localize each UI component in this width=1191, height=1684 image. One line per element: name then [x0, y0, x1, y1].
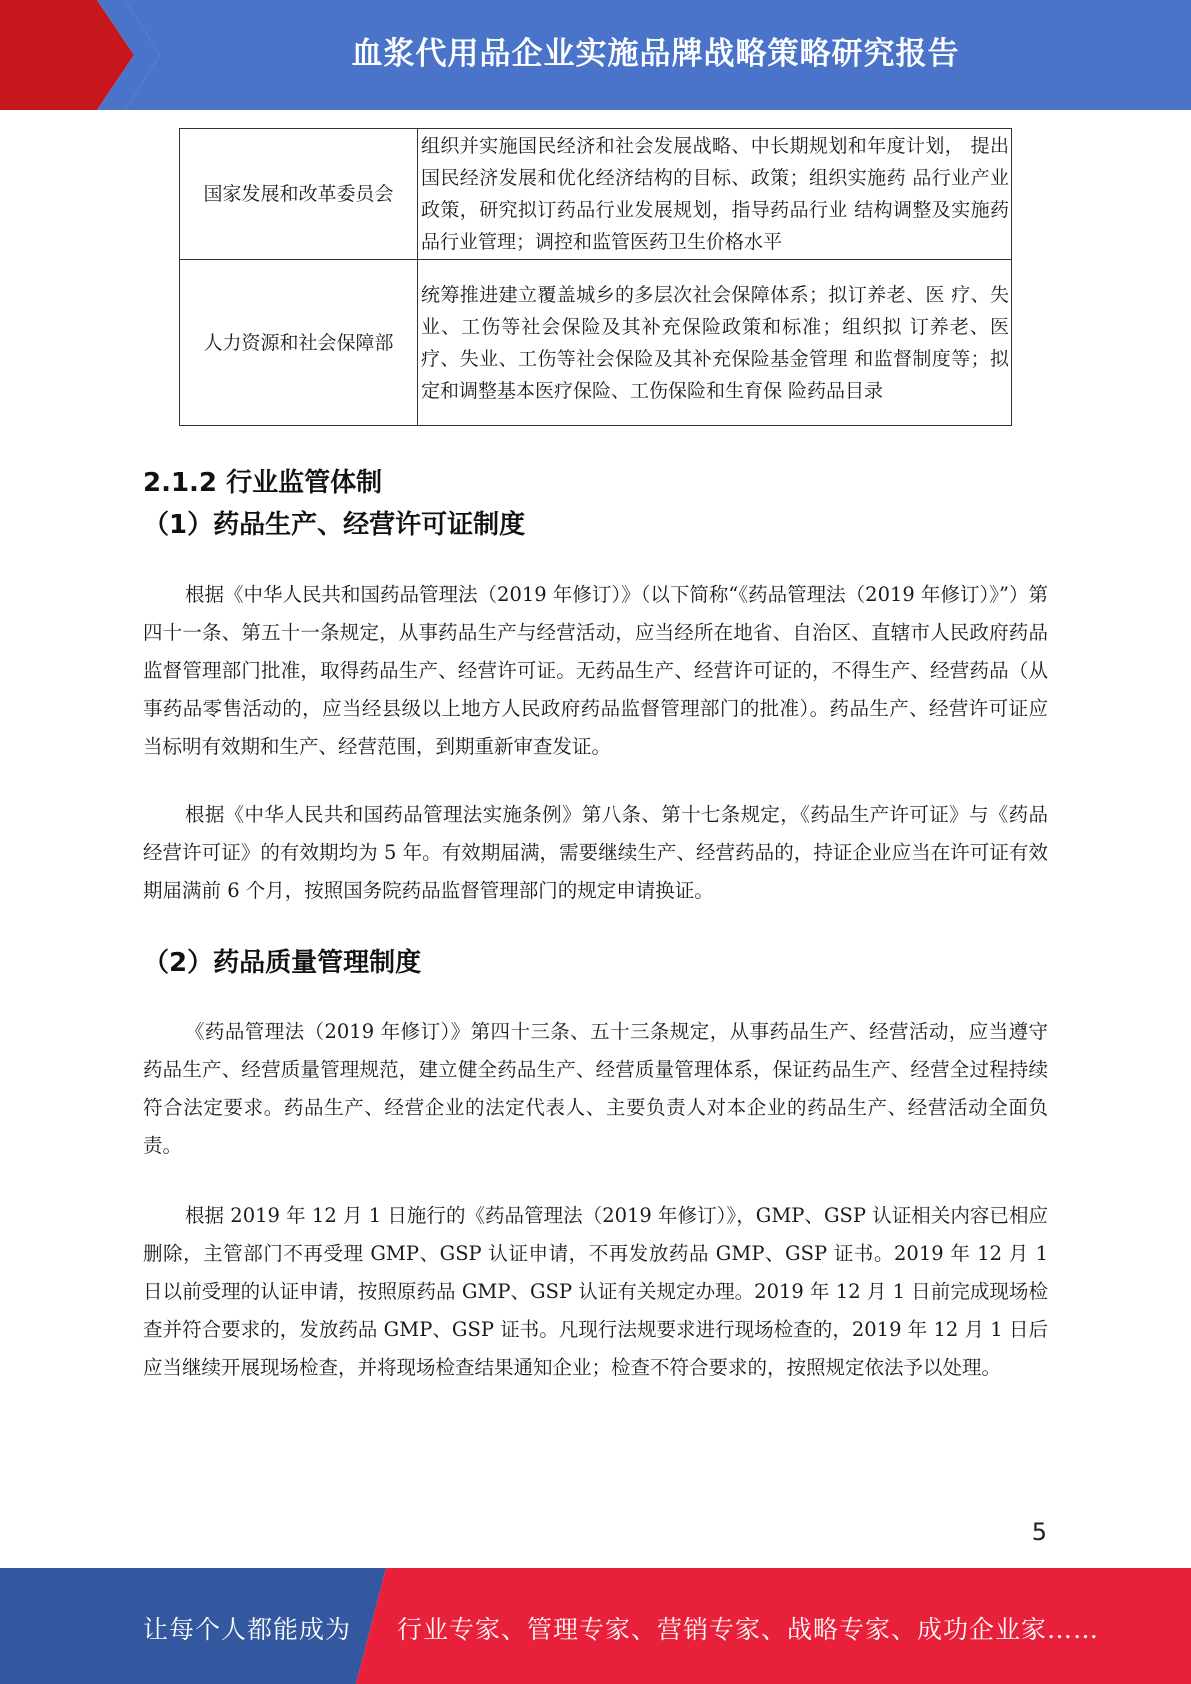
- agency-duties: 统筹推进建立覆盖城乡的多层次社会保障体系；拟订养老、医 疗、失业、工伤等社会保险及其补充保险政策和标准；组织拟 订养老、医疗、失业、工伤等社会保险及其补充保险基金管理 和监督制度等；拟定和调整基本医疗保险、工伤保险和生育保 险药品目录: [418, 260, 1012, 426]
- subsection-heading-license: （1）药品生产、经营许可证制度: [143, 510, 526, 540]
- agency-table: [179, 128, 1012, 426]
- footer-slogan-left: 让每个人都能成为: [143, 1615, 352, 1644]
- page-header: [0, 0, 1191, 110]
- page-footer: [0, 1568, 1191, 1684]
- section-heading: 2.1.2 行业监管体制: [143, 468, 383, 498]
- agency-name: 国家发展和改革委员会: [180, 129, 418, 260]
- paragraph: 根据 2019 年 12 月 1 日施行的《药品管理法（2019 年修订）》，GMP、GSP 认证相关内容已相应删除，主管部门不再受理 GMP、GSP 认证申请，不再发放药品 GMP、GSP 证书。2019 年 12 月 1 日以前受理的认证申请，按照原药品 GMP、GSP 认证有关规定办理。2019 年 12 月 1 日前完成现场检查并符合要求的，发放药品 GMP、GSP 证书。凡现行法规要求进行现场检查的，2019 年 12 月 1 日后应当继续开展现场检查，并将现场检查结果通知企业；检查不符合要求的，按照规定依法予以处理。: [143, 1204, 1048, 1379]
- paragraph: 根据《中华人民共和国药品管理法（2019 年修订）》（以下简称“《药品管理法（2019 年修订）》”）第四十一条、第五十一条规定，从事药品生产与经营活动，应当经所在地省、自治区、直辖市人民政府药品监督管理部门批准，取得药品生产、经营许可证。无药品生产、经营许可证的，不得生产、经营药品（从事药品零售活动的，应当经县级以上地方人民政府药品监督管理部门的批准）。药品生产、经营许可证应当标明有效期和生产、经营范围，到期重新审查发证。: [143, 583, 1048, 758]
- subsection-heading-quality: （2）药品质量管理制度: [143, 948, 422, 978]
- table-row: [180, 129, 1012, 260]
- report-title: 血浆代用品企业实施品牌战略策略研究报告: [351, 36, 960, 72]
- agency-duties: 组织并实施国民经济和社会发展战略、中长期规划和年度计划， 提出国民经济发展和优化经济结构的目标、政策；组织实施药 品行业产业政策，研究拟订药品行业发展规划，指导药品行业 结构调整及实施药品行业管理；调控和监管医药卫生价格水平: [418, 129, 1012, 260]
- footer-slogan-right: 行业专家、管理专家、营销专家、战略专家、成功企业家……: [397, 1615, 1100, 1644]
- page-number: 5: [1031, 1518, 1047, 1546]
- paragraph: 《药品管理法（2019 年修订）》第四十三条、五十三条规定，从事药品生产、经营活动，应当遵守药品生产、经营质量管理规范，建立健全药品生产、经营质量管理体系，保证药品生产、经营全过程持续符合法定要求。药品生产、经营企业的法定代表人、主要负责人对本企业的药品生产、经营活动全面负责。: [143, 1020, 1048, 1157]
- table-row: [180, 260, 1012, 426]
- paragraph: 根据《中华人民共和国药品管理法实施条例》第八条、第十七条规定，《药品生产许可证》与《药品经营许可证》的有效期均为 5 年。有效期届满，需要继续生产、经营药品的，持证企业应当在许可证有效期届满前 6 个月，按照国务院药品监督管理部门的规定申请换证。: [143, 803, 1048, 902]
- agency-name: 人力资源和社会保障部: [180, 260, 418, 426]
